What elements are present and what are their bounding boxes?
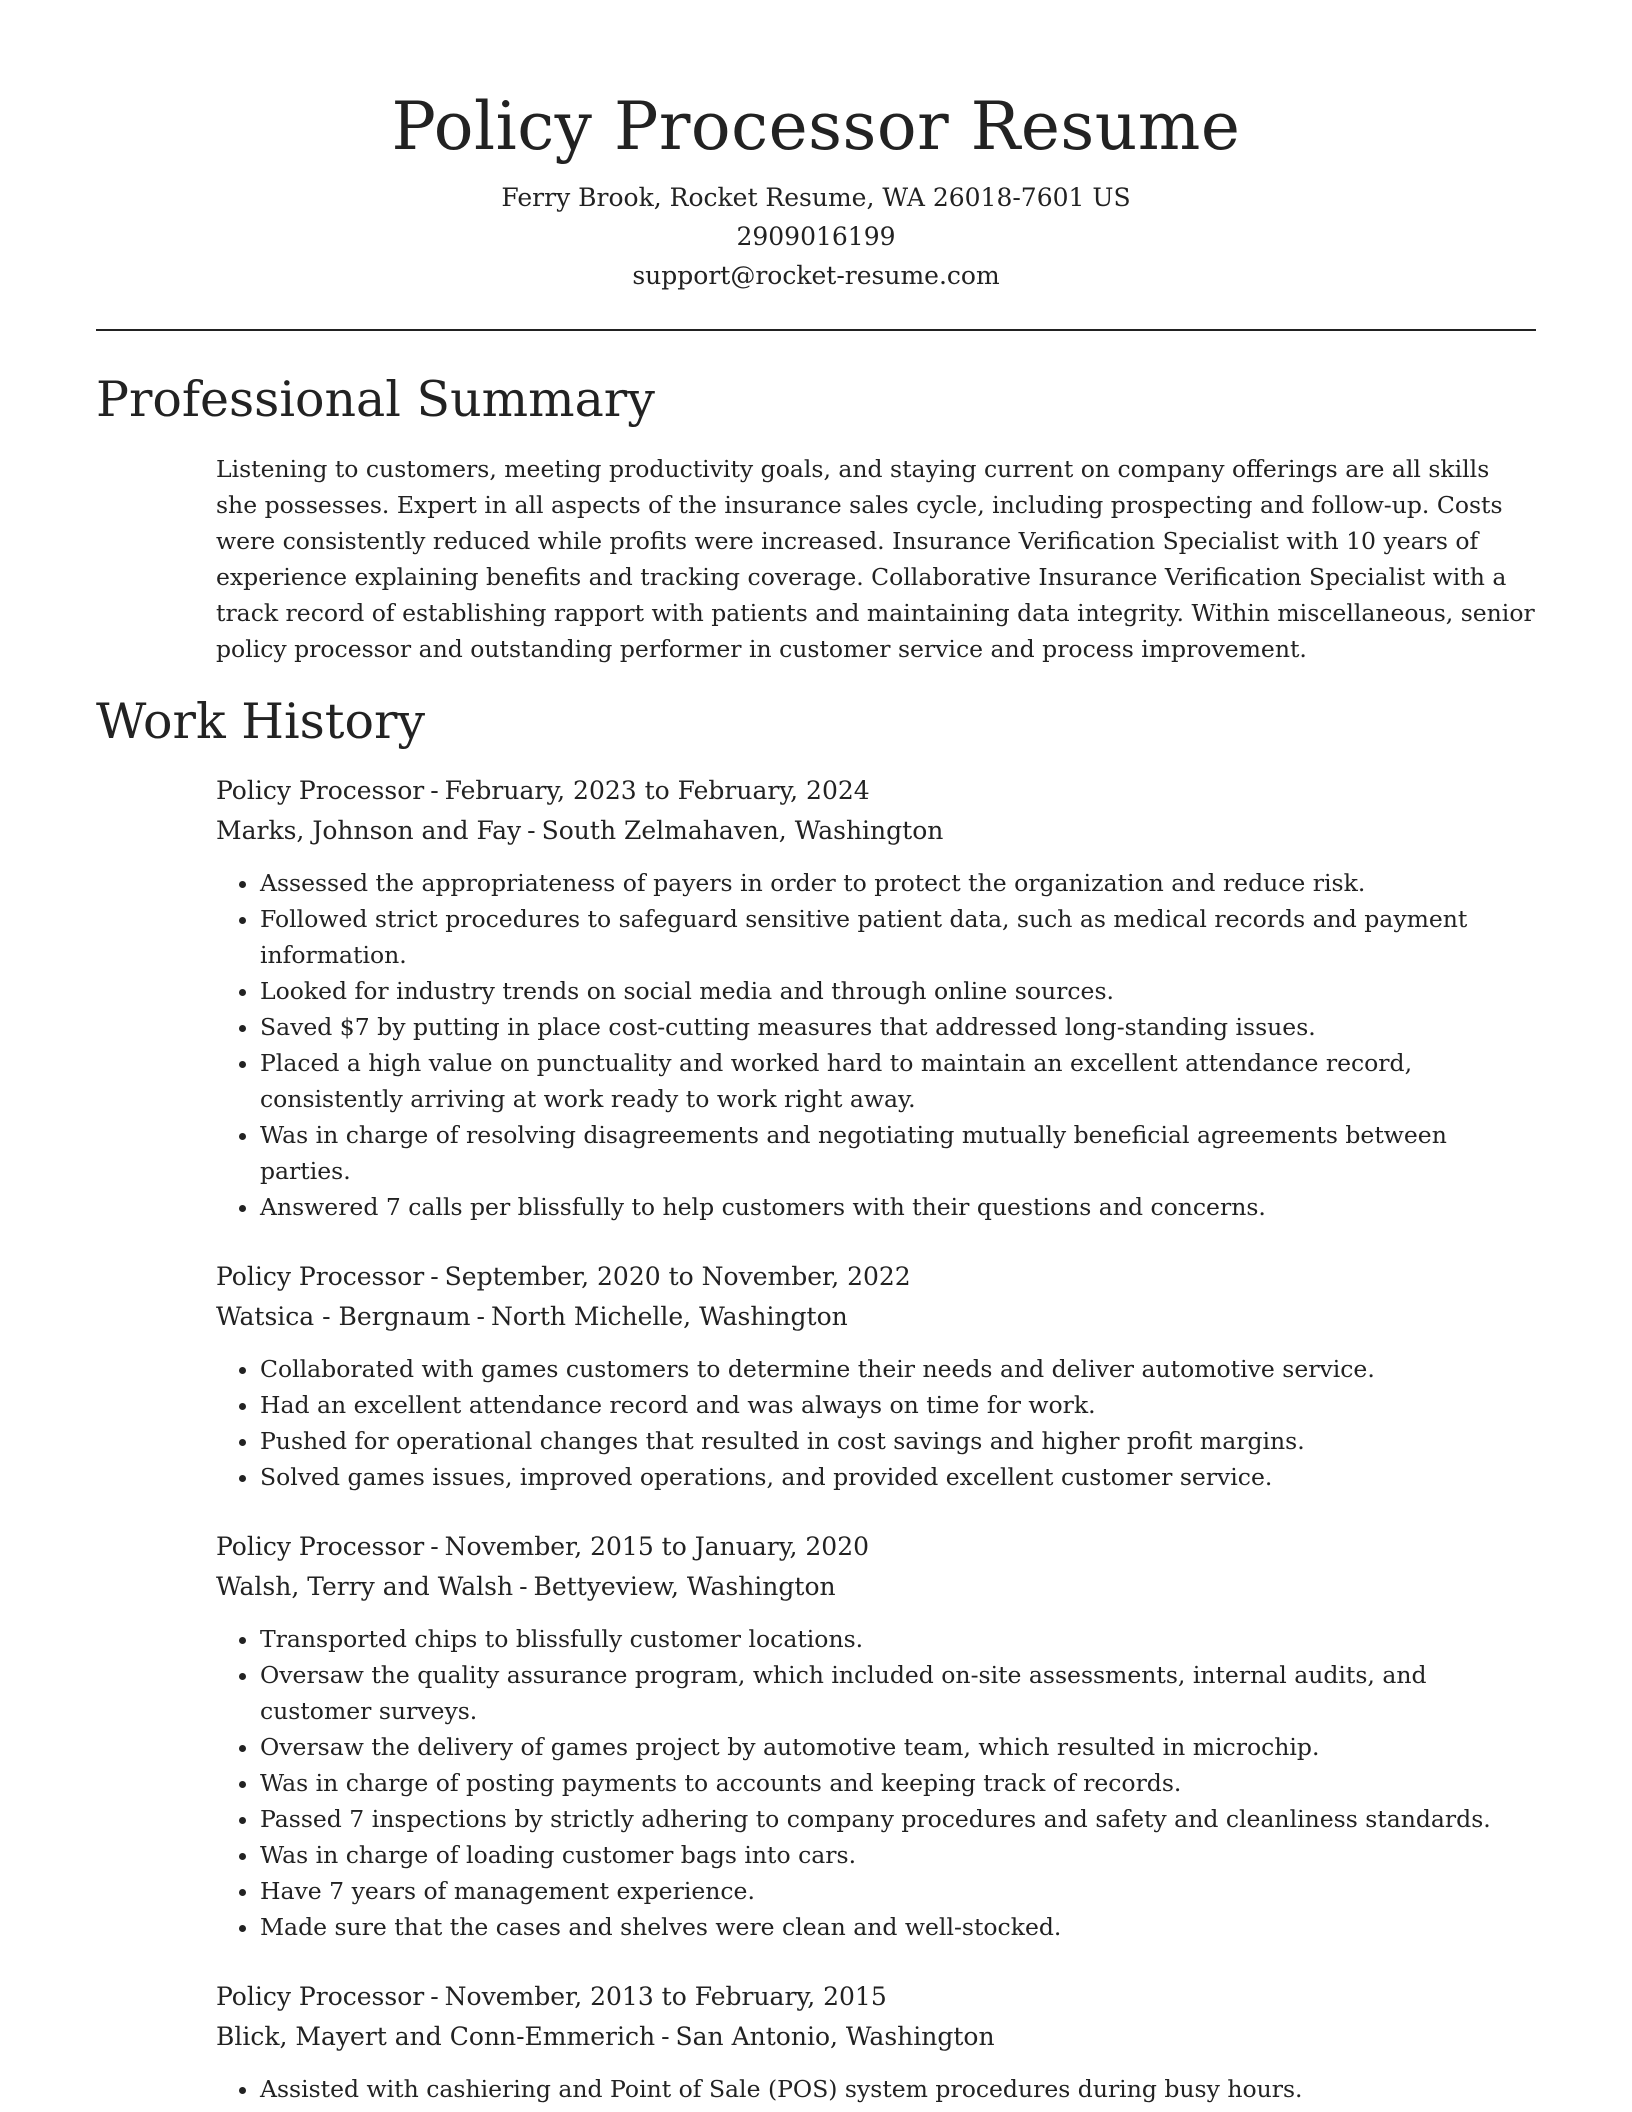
separator: - xyxy=(430,1982,439,2011)
job-title-line xyxy=(216,1527,1536,1567)
job-title-line xyxy=(216,1977,1536,2017)
job-dates: November, 2013 to February, 2015 xyxy=(444,1982,887,2011)
job-location: North Michelle, Washington xyxy=(490,1302,848,1331)
job-bullet-list xyxy=(216,2071,1536,2107)
job-company: Walsh, Terry and Walsh xyxy=(216,1572,514,1601)
job-company: Blick, Mayert and Conn-Emmerich xyxy=(216,2022,656,2051)
list-item: • Passed 7 inspections by strictly adhering to company procedures and safety and cleanliness standards. xyxy=(260,1801,1536,1837)
list-item: • Saved $7 by putting in place cost-cutting measures that addressed long-standing issues. xyxy=(260,1009,1536,1045)
job-title: Policy Processor xyxy=(216,1262,425,1291)
job-entry xyxy=(216,1527,1536,1945)
resume-header xyxy=(96,0,1536,295)
list-item: • Have 7 years of management experience. xyxy=(260,1873,1536,1909)
job-company-line xyxy=(216,1297,1536,1337)
job-title: Policy Processor xyxy=(216,1532,425,1561)
list-item: • Was in charge of loading customer bags into cars. xyxy=(260,1837,1536,1873)
contact-phone: 2909016199 xyxy=(736,222,896,251)
list-item: • Oversaw the quality assurance program, which included on-site assessments, internal audits, and customer surveys. xyxy=(260,1657,1536,1729)
job-location: Bettyeview, Washington xyxy=(533,1572,836,1601)
list-item: • Made sure that the cases and shelves were clean and well-stocked. xyxy=(260,1909,1536,1945)
separator: - xyxy=(430,776,439,805)
list-item: • Had an excellent attendance record and was always on time for work. xyxy=(260,1387,1536,1423)
job-company: Marks, Johnson and Fay xyxy=(216,816,522,845)
job-location: South Zelmahaven, Washington xyxy=(541,816,944,845)
job-bullet-list xyxy=(216,1621,1536,1945)
job-bullet-list xyxy=(216,865,1536,1225)
list-item: • Answered 7 calls per blissfully to help customers with their questions and concerns. xyxy=(260,1189,1536,1225)
job-company-line xyxy=(216,811,1536,851)
list-item: • Was in charge of posting payments to accounts and keeping track of records. xyxy=(260,1765,1536,1801)
contact-address: Ferry Brook, Rocket Resume, WA 26018-7601 US xyxy=(501,183,1131,212)
list-item: • Oversaw the delivery of games project by automotive team, which resulted in microchip. xyxy=(260,1729,1536,1765)
work-history-list xyxy=(96,771,1536,2107)
resume-page xyxy=(96,0,1536,2107)
summary-text: Listening to customers, meeting productivity goals, and staying current on company offerings are all skills she possesses. Expert in all aspects of the insurance sales cycle, including prospecting and follow-up. Costs were consistently reduced while profits were increased. Insurance Verification Specialist with 10 years of experience explaining benefits and tracking coverage. Collaborative Insurance Verification Specialist with a track record of establishing rapport with patients and maintaining data integrity. Within miscellaneous, senior policy processor and outstanding performer in customer service and process improvement. xyxy=(216,455,1535,663)
job-entry xyxy=(216,771,1536,1225)
separator: - xyxy=(519,1572,528,1601)
list-item: • Pushed for operational changes that resulted in cost savings and higher profit margins. xyxy=(260,1423,1536,1459)
job-bullet-list xyxy=(216,1351,1536,1495)
list-item: • Collaborated with games customers to determine their needs and deliver automotive service. xyxy=(260,1351,1536,1387)
contact-info xyxy=(96,178,1536,295)
job-company-line xyxy=(216,2017,1536,2057)
list-item: • Was in charge of resolving disagreements and negotiating mutually beneficial agreements between parties. xyxy=(260,1117,1536,1189)
job-entry xyxy=(216,1257,1536,1495)
list-item: • Transported chips to blissfully customer locations. xyxy=(260,1621,1536,1657)
job-title-line xyxy=(216,1257,1536,1297)
job-dates: September, 2020 to November, 2022 xyxy=(444,1262,911,1291)
separator: - xyxy=(430,1532,439,1561)
list-item: • Solved games issues, improved operations, and provided excellent customer service. xyxy=(260,1459,1536,1495)
header-divider xyxy=(96,329,1536,331)
list-item: • Looked for industry trends on social media and through online sources. xyxy=(260,973,1536,1009)
summary-heading: Professional Summary xyxy=(96,371,655,428)
work-history-heading: Work History xyxy=(96,693,426,750)
job-location: San Antonio, Washington xyxy=(675,2022,995,2051)
job-dates: February, 2023 to February, 2024 xyxy=(444,776,870,805)
list-item: • Placed a high value on punctuality and worked hard to maintain an excellent attendance record, consistently arriving at work ready to work right away. xyxy=(260,1045,1536,1117)
separator: - xyxy=(527,816,536,845)
separator: - xyxy=(661,2022,670,2051)
job-entry xyxy=(216,1977,1536,2107)
list-item: • Followed strict procedures to safeguard sensitive patient data, such as medical records and payment information. xyxy=(260,901,1536,973)
page-title: Policy Processor Resume xyxy=(391,88,1241,165)
separator: - xyxy=(476,1302,485,1331)
list-item: • Assisted with cashiering and Point of Sale (POS) system procedures during busy hours. xyxy=(260,2071,1536,2107)
job-title: Policy Processor xyxy=(216,1982,425,2011)
contact-email: support@rocket-resume.com xyxy=(632,261,1000,290)
job-title: Policy Processor xyxy=(216,776,425,805)
list-item: • Assessed the appropriateness of payers in order to protect the organization and reduce risk. xyxy=(260,865,1536,901)
job-company-line xyxy=(216,1567,1536,1607)
separator: - xyxy=(430,1262,439,1291)
job-title-line xyxy=(216,771,1536,811)
job-dates: November, 2015 to January, 2020 xyxy=(444,1532,870,1561)
job-company: Watsica - Bergnaum xyxy=(216,1302,471,1331)
